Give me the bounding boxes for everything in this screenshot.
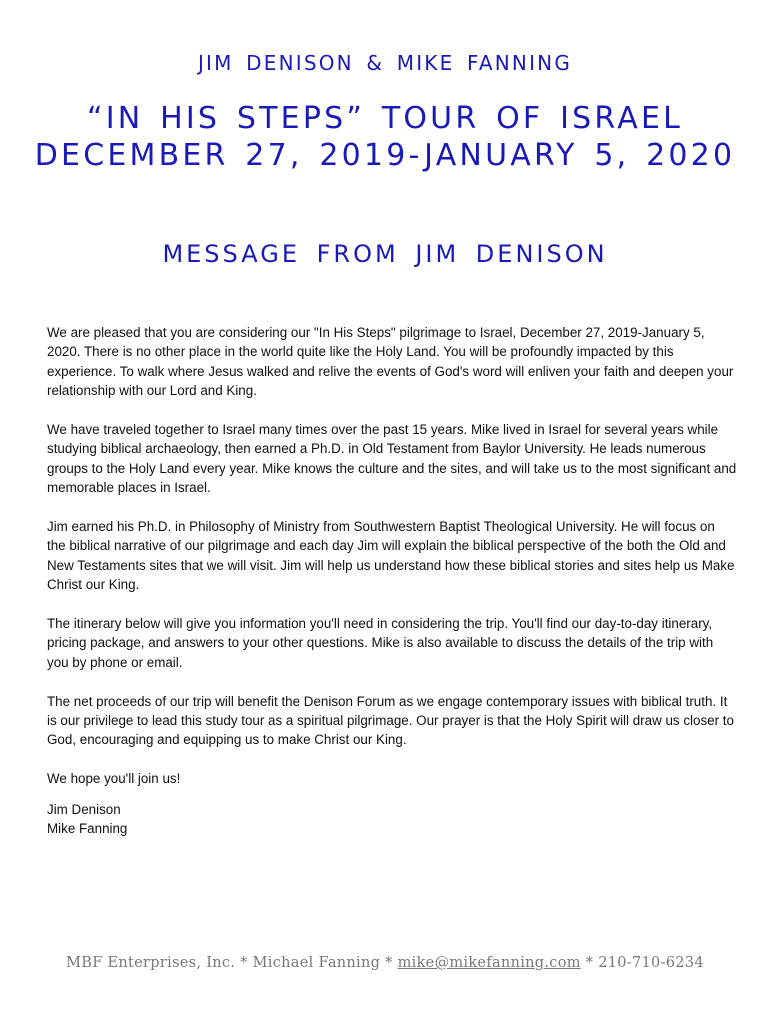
footer-separator: *: [585, 955, 594, 971]
footer-company: MBF Enterprises, Inc.: [66, 955, 236, 971]
tour-title: [0, 100, 770, 174]
footer-phone: 210-710-6234: [598, 955, 704, 971]
authors-heading: JIM DENISON & MIKE FANNING: [197, 51, 573, 75]
paragraph-proceeds: The net proceeds of our trip will benefit the Denison Forum as we engage contemporary issues with biblical truth. It is our privilege to lead this study tour as a spiritual pilgrimage. Our prayer is that the Holy Spirit will draw us closer to God, encouraging and equipping us to make Christ our King.: [47, 693, 734, 748]
paragraph-jim-bio: Jim earned his Ph.D. in Philosophy of Ministry from Southwestern Baptist Theological University. He will focus on the biblical narrative of our pilgrimage and each day Jim will explain the biblical perspective of the both the Old and New Testaments sites that we will visit. Jim will help us understand how these biblical stories and sites help us Make Christ our King.: [47, 519, 735, 593]
signature-name-mike: Mike Fanning: [47, 821, 128, 837]
signature-block: [47, 800, 127, 839]
paragraph-closing: We hope you'll join us!: [47, 771, 181, 787]
letterhead-footer: [0, 955, 770, 971]
tour-title-line-1: “IN HIS STEPS” TOUR OF ISRAEL: [86, 101, 684, 136]
signature-name-jim: Jim Denison: [47, 802, 121, 817]
footer-separator: *: [240, 955, 248, 971]
tour-title-line-2: DECEMBER 27, 2019-JANUARY 5, 2020: [34, 138, 736, 173]
message-heading: MESSAGE FROM JIM DENISON: [162, 240, 608, 268]
footer-separator: *: [385, 955, 393, 971]
letter-body: [47, 323, 737, 808]
paragraph-itinerary: The itinerary below will give you information you'll need in considering the trip. You'll find our day-to-day itinerary, pricing package, and answers to your other questions. Mike is also available to discuss the details of the trip with you by phone or email.: [47, 616, 714, 670]
footer-email-link[interactable]: mike@mikefanning.com: [397, 955, 581, 971]
paragraph-travel-history: We have traveled together to Israel many times over the past 15 years. Mike lived in Israel for several years while studying biblical archaeology, then earned a Ph.D. in Old Testament from Baylor University. He leads numerous groups to the Holy Land every year. Mike knows the culture and the sites, and will take us to the most significant and memorable places in Israel.: [47, 422, 737, 496]
paragraph-intro: We are pleased that you are considering our "In His Steps" pilgrimage to Israel, December 27, 2019-January 5, 2020. There is no other place in the world quite like the Holy Land. You will be profoundly impacted by this experience. To walk where Jesus walked and relive the events of God's word will enliven your faith and deepen your relationship with our Lord and King.: [47, 325, 734, 399]
footer-person: Michael Fanning: [252, 955, 381, 971]
